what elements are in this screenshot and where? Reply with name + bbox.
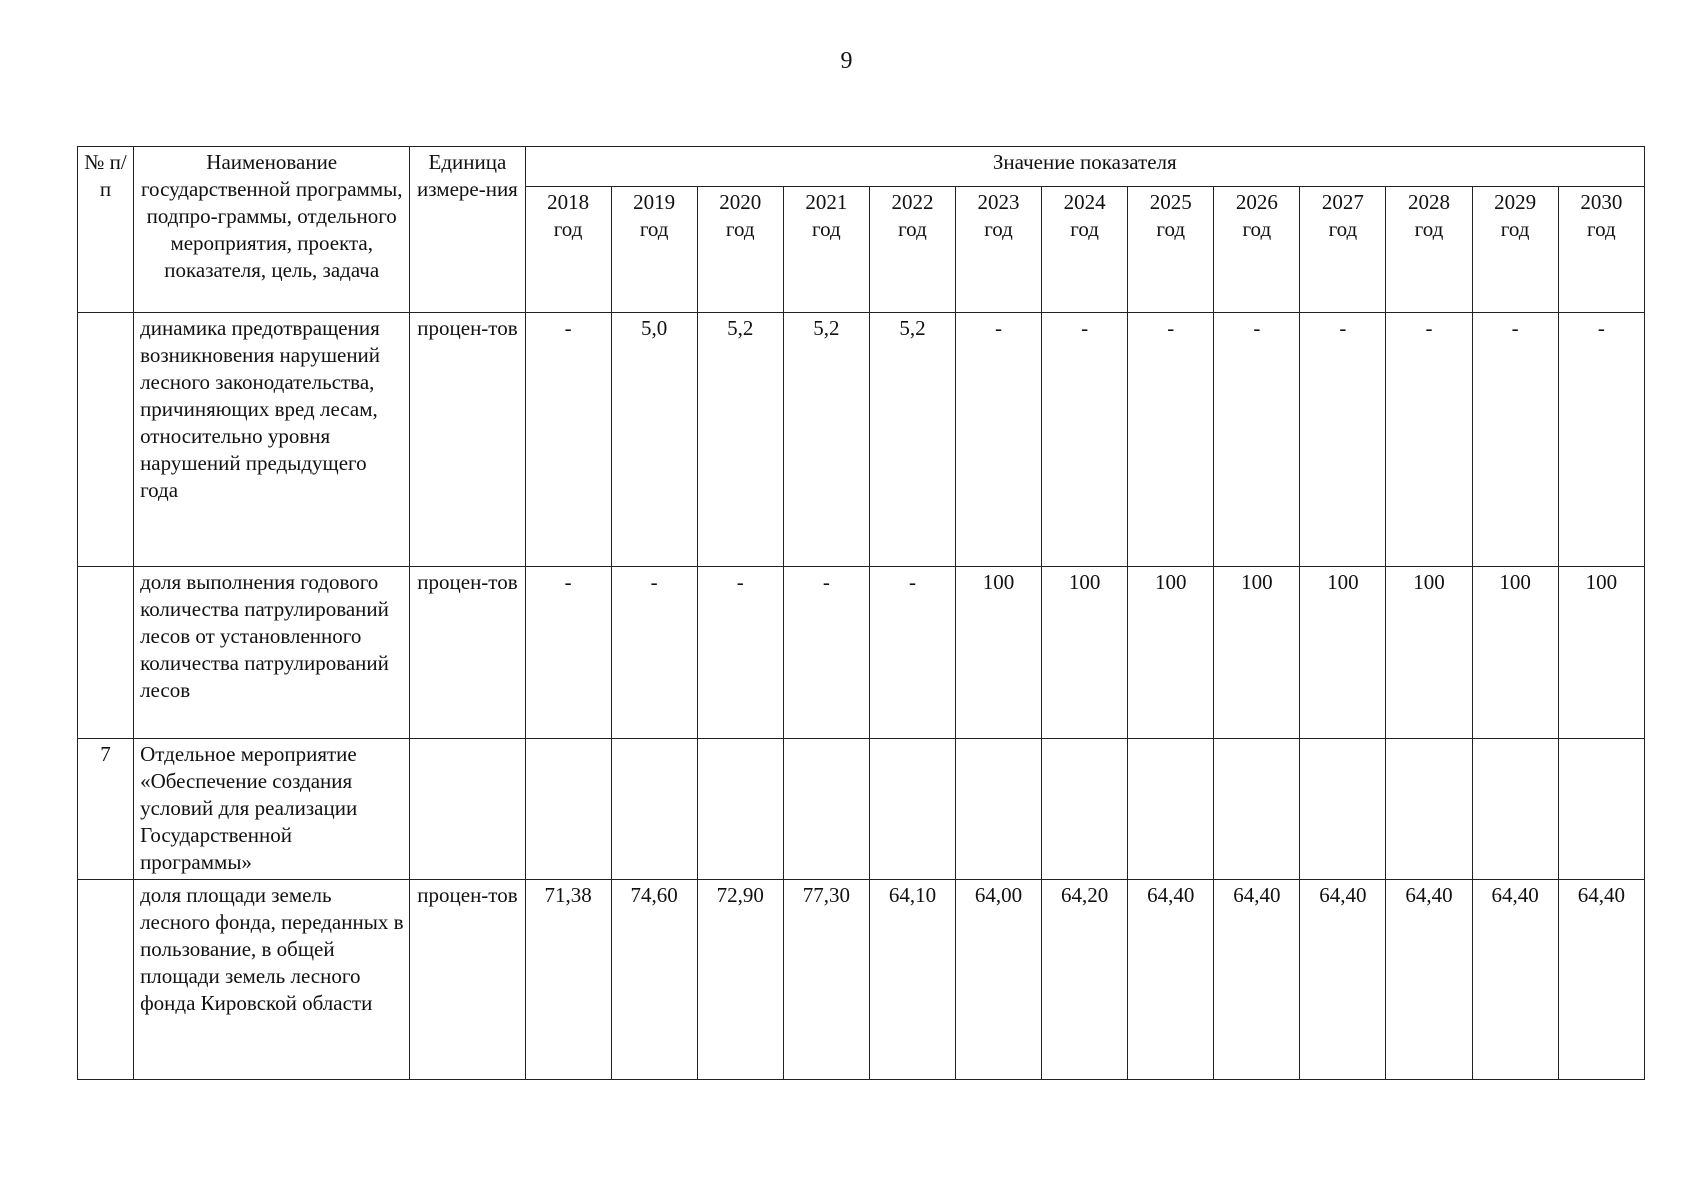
row-unit: процен-тов (410, 880, 525, 1080)
header-year (1558, 187, 1644, 313)
table-header (78, 147, 1645, 313)
value-cell: - (1300, 313, 1386, 567)
row-number: 7 (78, 739, 134, 880)
header-year-suffix: год (1414, 217, 1444, 241)
header-year-suffix: год (1328, 217, 1358, 241)
header-year-suffix: год (639, 217, 669, 241)
header-year-number: 2019 (633, 190, 676, 214)
row-number (78, 880, 134, 1080)
value-cell: 5,2 (869, 313, 955, 567)
table-row (78, 880, 1645, 1080)
header-name: Наименование государственной программы, подпро-граммы, отдельного мероприятия, проекта, показателя, цель, задача (134, 147, 410, 313)
header-year (955, 187, 1041, 313)
header-year-suffix: год (1156, 217, 1186, 241)
value-cell: - (1042, 313, 1128, 567)
value-cell (955, 739, 1041, 880)
value-cell: - (1472, 313, 1558, 567)
header-year-number: 2027 (1321, 190, 1364, 214)
header-year-number: 2021 (805, 190, 848, 214)
header-unit: Единица измере-ния (410, 147, 525, 313)
value-cell: 71,38 (525, 880, 611, 1080)
value-cell: - (1558, 313, 1644, 567)
value-cell: 5,0 (611, 313, 697, 567)
value-cell (697, 739, 783, 880)
value-cell: 100 (1472, 567, 1558, 739)
value-cell: - (525, 313, 611, 567)
value-cell: 100 (1128, 567, 1214, 739)
value-cell (525, 739, 611, 880)
row-name: доля площади земель лесного фонда, переданных в пользование, в общей площади земель лесного фонда Кировской области (134, 880, 410, 1080)
value-cell: 77,30 (783, 880, 869, 1080)
header-year (1214, 187, 1300, 313)
header-year-number: 2023 (977, 190, 1020, 214)
value-cell: 64,40 (1300, 880, 1386, 1080)
value-cell (783, 739, 869, 880)
header-year (869, 187, 955, 313)
value-cell: - (955, 313, 1041, 567)
value-cell (1214, 739, 1300, 880)
value-cell (1558, 739, 1644, 880)
header-year (783, 187, 869, 313)
value-cell (611, 739, 697, 880)
header-year-number: 2022 (891, 190, 934, 214)
value-cell (1042, 739, 1128, 880)
value-cell: 64,40 (1128, 880, 1214, 1080)
value-cell: - (869, 567, 955, 739)
value-cell: 100 (1042, 567, 1128, 739)
value-cell: 64,40 (1558, 880, 1644, 1080)
header-year-number: 2026 (1235, 190, 1278, 214)
header-year-suffix: год (553, 217, 583, 241)
header-year-suffix: год (984, 217, 1013, 241)
value-cell: 64,00 (955, 880, 1041, 1080)
table-row (78, 313, 1645, 567)
value-cell: - (1386, 313, 1472, 567)
value-cell: 100 (1386, 567, 1472, 739)
value-cell: 100 (1300, 567, 1386, 739)
value-cell: 64,10 (869, 880, 955, 1080)
value-cell (869, 739, 955, 880)
value-cell: 5,2 (697, 313, 783, 567)
table-row (78, 567, 1645, 739)
header-year (1128, 187, 1214, 313)
value-cell (1300, 739, 1386, 880)
value-cell: 64,20 (1042, 880, 1128, 1080)
header-year-suffix: год (812, 217, 841, 241)
row-name: динамика предотвращения возникновения нарушений лесного законодательства, причиняющих вред лесам, относительно уровня нарушений предыдущего года (134, 313, 410, 567)
value-cell (1472, 739, 1558, 880)
header-value: Значение показателя (525, 147, 1644, 187)
value-cell: - (783, 567, 869, 739)
header-year-number: 2028 (1408, 190, 1450, 214)
header-number: № п/п (78, 147, 134, 313)
value-cell: - (611, 567, 697, 739)
value-cell: 100 (1558, 567, 1644, 739)
row-unit: процен-тов (410, 567, 525, 739)
value-cell (1386, 739, 1472, 880)
header-year (1300, 187, 1386, 313)
table-row (78, 739, 1645, 880)
header-year-number: 2018 (547, 190, 590, 214)
header-year (697, 187, 783, 313)
value-cell: - (1128, 313, 1214, 567)
header-year (1386, 187, 1472, 313)
indicators-table (77, 146, 1645, 1080)
header-year (1042, 187, 1128, 313)
value-cell: 72,90 (697, 880, 783, 1080)
value-cell: 100 (1214, 567, 1300, 739)
header-year-suffix: год (1500, 217, 1530, 241)
value-cell (1128, 739, 1214, 880)
row-unit: процен-тов (410, 313, 525, 567)
page-number: 9 (840, 48, 853, 74)
header-year-number: 2030 (1580, 190, 1623, 214)
header-year-suffix: год (1070, 217, 1099, 241)
value-cell: 64,40 (1214, 880, 1300, 1080)
header-year-number: 2029 (1494, 190, 1537, 214)
value-cell: 74,60 (611, 880, 697, 1080)
header-year-number: 2025 (1149, 190, 1192, 214)
value-cell: - (697, 567, 783, 739)
header-year (1472, 187, 1558, 313)
table-body (78, 313, 1645, 1080)
value-cell: - (1214, 313, 1300, 567)
header-year-suffix: год (1242, 217, 1272, 241)
value-cell: 100 (955, 567, 1041, 739)
header-year-suffix: год (1586, 217, 1616, 241)
row-number (78, 567, 134, 739)
header-year-number: 2020 (719, 190, 762, 214)
header-year-suffix: год (725, 217, 755, 241)
value-cell: 64,40 (1472, 880, 1558, 1080)
row-unit (410, 739, 525, 880)
row-number (78, 313, 134, 567)
header-year-number: 2024 (1063, 190, 1106, 214)
header-year-suffix: год (898, 217, 927, 241)
value-cell: 5,2 (783, 313, 869, 567)
row-name: доля выполнения годового количества патрулирований лесов от установленного количества патрулирований лесов (134, 567, 410, 739)
row-name: Отдельное мероприятие «Обеспечение создания условий для реализации Государственной программы» (134, 739, 410, 880)
value-cell: - (525, 567, 611, 739)
value-cell: 64,40 (1386, 880, 1472, 1080)
header-year (611, 187, 697, 313)
header-year (525, 187, 611, 313)
